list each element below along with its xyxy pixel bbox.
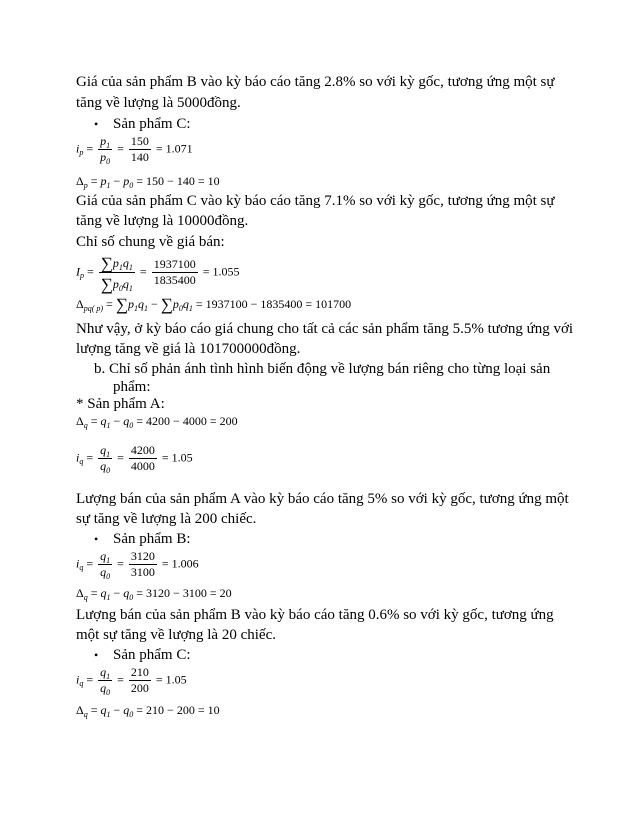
paragraph-a-quantity-line1: Lượng bán của sản phẩm A vào kỳ báo cáo tăng 5% so với kỳ gốc, tương ứng một (76, 491, 569, 507)
paragraph-c-price-line2: tăng về lượng là 10000đồng. (76, 213, 249, 229)
formula-ip-c: $i_p$ = $\frac{p_1}{p_0}$ = $\frac{150}{140}$ = 1.071 (76, 134, 193, 166)
heading-product-c-quantity: Sản phẩm C: (113, 647, 191, 663)
formula-iq-a: $i_q$ = $\frac{q_1}{q_0}$ = $\frac{4200}{4000}$ = 1.05 (76, 443, 193, 475)
formula-iq-c: $i_q$ = $\frac{q_1}{q_0}$ = $\frac{210}{200}$ = 1.05 (76, 665, 187, 697)
paragraph-a-quantity-line2: sự tăng về lượng là 200 chiếc. (76, 511, 257, 527)
formula-delta-p-c: $\Delta_p = p_1 - p_0 = 150 - 140 = 10$ (76, 174, 220, 190)
heading-overall-price-index: Chỉ số chung về giá bán: (76, 234, 225, 250)
heading-product-c: Sản phẩm C: (113, 116, 191, 132)
bullet-icon: • (94, 117, 99, 131)
paragraph-b-price-line2: tăng về lượng là 5000đồng. (76, 95, 241, 111)
paragraph-b-quantity-line2: một sự tăng về lượng là 20 chiếc. (76, 627, 276, 643)
heading-product-b: Sản phẩm B: (113, 531, 191, 547)
formula-delta-pq: $\Delta_{pq( p)} = \sum p_1q_1 - \sum p_0q_1 = 1937100 - 1835400 = 101700$ (76, 295, 352, 314)
heading-product-a: * Sản phẩm A: (76, 396, 165, 412)
paragraph-conclusion-line1: Như vậy, ở kỳ báo cáo giá chung cho tất cả các sản phẩm tăng 5.5% tương ứng với (76, 321, 574, 337)
section-b-heading-line2: phẩm: (113, 379, 151, 395)
paragraph-b-quantity-line1: Lượng bán của sản phẩm B vào kỳ báo cáo tăng 0.6% so với kỳ gốc, tương ứng (76, 607, 554, 623)
paragraph-b-price-line1: Giá của sản phẩm B vào kỳ báo cáo tăng 2.8% so với kỳ gốc, tương ứng một sự (76, 74, 555, 90)
formula-iq-b: $i_q$ = $\frac{q_1}{q_0}$ = $\frac{3120}{3100}$ = 1.006 (76, 549, 199, 581)
bullet-icon: • (94, 648, 99, 662)
formula-delta-q-b: $\Delta_q = q_1 - q_0 = 3120 - 3100 = 20$ (76, 586, 232, 602)
formula-Ip: $I_p$ = $\frac{\sum p_1q_1}{\sum p_0q_1}$ = $\frac{1937100}{1835400}$ = 1.055 (76, 254, 240, 294)
paragraph-c-price-line1: Giá của sản phẩm C vào kỳ báo cáo tăng 7.1% so với kỳ gốc, tương ứng một sự (76, 193, 555, 209)
formula-delta-q-a: $\Delta_q = q_1 - q_0 = 4200 - 4000 = 200$ (76, 414, 238, 430)
paragraph-conclusion-line2: lượng tăng về giá là 101700000đồng. (76, 341, 301, 357)
bullet-icon: • (94, 532, 99, 546)
section-b-heading-line1: b. Chỉ số phản ánh tình hình biến động về lượng bán riêng cho từng loại sản (94, 361, 551, 377)
formula-delta-q-c: $\Delta_q = q_1 - q_0 = 210 - 200 = 10$ (76, 703, 220, 719)
